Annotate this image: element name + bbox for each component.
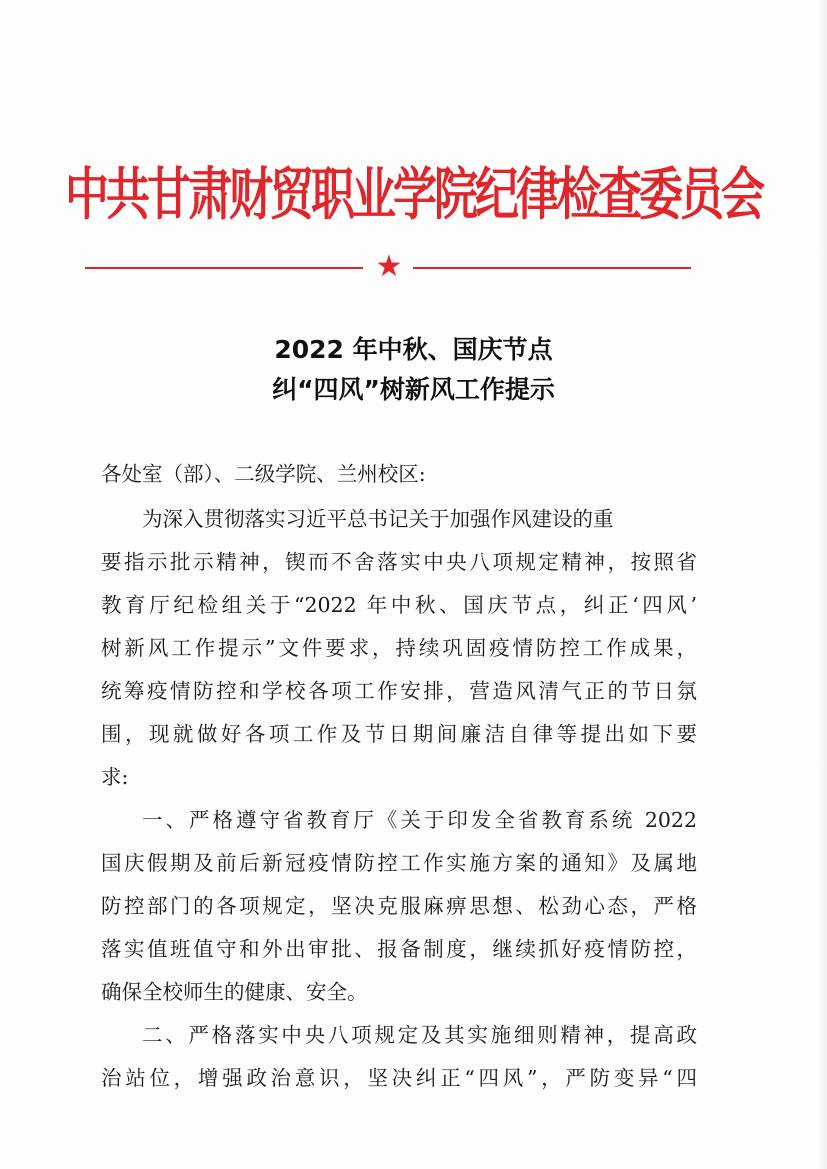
- paragraph-line: 防控部门的各项规定，坚决克服麻痹思想、松劲心态，严格: [101, 894, 697, 918]
- document-title-line-1: 2022 年中秋、国庆节点: [274, 335, 553, 364]
- red-star-icon: ★: [375, 249, 403, 284]
- paragraph-line: 统筹疫情防控和学校各项工作安排，营造风清气正的节日氛: [101, 679, 697, 703]
- paragraph-line: 要指示批示精神，锲而不舍落实中央八项规定精神，按照省: [101, 550, 697, 574]
- paragraph-line: 为深入贯彻落实习近平总书记关于加强作风建设的重: [142, 507, 614, 531]
- red-rule-right: [413, 267, 691, 269]
- paragraph-line: 确保全校师生的健康、安全。: [101, 980, 368, 1004]
- scan-edge-shadow: [817, 0, 827, 1169]
- paragraph-line: 二、严格落实中央八项规定及其实施细则精神，提高政: [142, 1023, 697, 1047]
- issuing-organization-header: 中共甘肃财贸职业学院纪律检查委员会: [65, 162, 762, 228]
- paragraph-line: 求:: [101, 765, 129, 789]
- paragraph-line: 树新风工作提示”文件要求，持续巩固疫情防控工作成果，: [101, 636, 697, 660]
- paragraph-line: 围，现就做好各项工作及节日期间廉洁自律等提出如下要: [101, 722, 697, 746]
- paragraph-line: 落实值班值守和外出审批、报备制度，继续抓好疫情防控，: [101, 937, 697, 961]
- red-rule-left: [85, 267, 363, 269]
- document-title-line-2: 纠“四风”树新风工作提示: [272, 375, 555, 404]
- salutation: 各处室（部）、二级学院、兰州校区:: [101, 462, 426, 486]
- paragraph-line: 国庆假期及前后新冠疫情防控工作实施方案的通知》及属地: [101, 851, 697, 875]
- paragraph-line: 一、严格遵守省教育厅《关于印发全省教育系统 2022: [142, 808, 697, 832]
- paragraph-line: 治站位，增强政治意识，坚决纠正“四风”，严防变异“四: [101, 1066, 697, 1090]
- paragraph-line: 教育厅纪检组关于“2022 年中秋、国庆节点，纠正‘四风’: [101, 593, 697, 617]
